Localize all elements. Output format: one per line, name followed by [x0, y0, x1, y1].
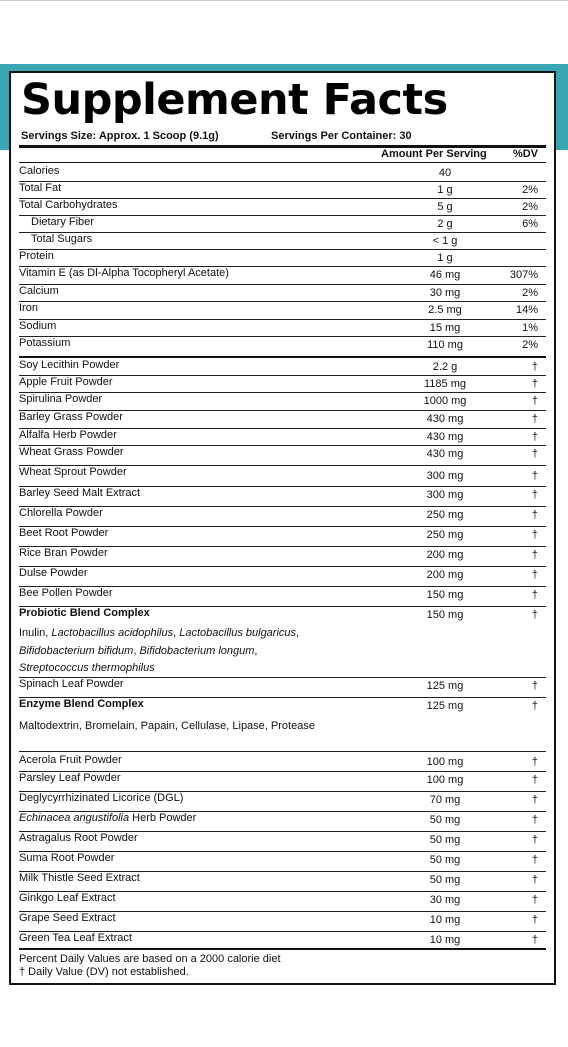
ingredient-row: [19, 677, 546, 698]
ingredient-row: [19, 486, 546, 507]
ingredient-row: [19, 428, 546, 446]
header-rule: [19, 162, 546, 163]
ingredient-name-suffix: Herb Powder: [129, 812, 197, 824]
nutrient-amount: 1 g: [437, 184, 453, 196]
ingredient-row: [19, 811, 546, 832]
nutrient-row-sodium: [19, 319, 546, 337]
ingredient-name: Astragalus Root Powder: [19, 832, 138, 844]
top-divider: [0, 0, 568, 1]
ingredient-name: Suma Root Powder: [19, 852, 115, 864]
ingredient-row: [19, 891, 546, 912]
ingredient-name: Wheat Sprout Powder: [19, 466, 127, 478]
ingredient-dv: †: [531, 589, 538, 601]
ingredient-amount: 70 mg: [429, 794, 461, 806]
ingredient-dv: †: [531, 489, 538, 501]
ingredient-name: Dulse Powder: [19, 567, 88, 579]
servings-per-container: Servings Per Container: 30: [271, 130, 412, 142]
ingredient-name: Deglycyrrhizinated Licorice (DGL): [19, 792, 184, 804]
ingredient-dv: †: [531, 774, 538, 786]
ingredient-amount: 50 mg: [429, 874, 461, 886]
ingredient-amount: 50 mg: [429, 834, 461, 846]
ingredient-row: [19, 546, 546, 567]
nutrient-amount: < 1 g: [432, 235, 458, 247]
ingredient-dv: †: [531, 814, 538, 826]
nutrient-name: Calcium: [19, 285, 59, 297]
supplement-facts-label: [9, 71, 556, 985]
probiotic-species: Lactobacillus acidophilus: [51, 627, 174, 639]
ingredient-amount: 430 mg: [426, 431, 464, 443]
nutrient-name: Dietary Fiber: [31, 216, 94, 228]
nutrient-amount: 40: [438, 167, 452, 179]
ingredient-dv: †: [531, 569, 538, 581]
nutrient-amount: 1 g: [437, 252, 453, 264]
ingredient-amount: 50 mg: [429, 814, 461, 826]
ingredient-amount: 300 mg: [426, 489, 464, 501]
ingredient-amount: 430 mg: [426, 413, 464, 425]
nutrient-amount: 15 mg: [429, 322, 461, 334]
ingredient-name: Acerola Fruit Powder: [19, 754, 122, 766]
ingredient-dv: †: [531, 794, 538, 806]
ingredient-dv: †: [531, 680, 538, 692]
ingredient-row: [19, 911, 546, 932]
nutrient-name: Total Fat: [19, 182, 62, 194]
ingredient-name: Spirulina Powder: [19, 393, 103, 405]
ingredient-row: [19, 771, 546, 792]
ingredient-row: [19, 392, 546, 411]
ingredient-row: [19, 586, 546, 607]
nutrient-dv: 1%: [522, 322, 538, 334]
ingredient-row: [19, 375, 546, 393]
ingredient-amount: 1185 mg: [424, 378, 466, 390]
ingredient-dv: †: [531, 914, 538, 926]
nutrient-dv: 2%: [522, 339, 538, 351]
label-title: Supplement Facts: [21, 75, 448, 125]
ingredient-dv: †: [531, 431, 538, 443]
ingredient-name: Milk Thistle Seed Extract: [19, 872, 140, 884]
ingredient-row: [19, 358, 546, 376]
ingredient-row: [19, 526, 546, 547]
nutrient-amount: 5 g: [437, 201, 453, 213]
ingredient-name: Enzyme Blend Complex: [19, 698, 144, 710]
nutrient-dv: 2%: [522, 184, 538, 196]
ingredient-amount: 100 mg: [426, 774, 464, 786]
nutrient-row-total-fat: [19, 181, 546, 199]
nutrient-amount: 110 mg: [427, 339, 463, 351]
nutrient-row-calcium: [19, 284, 546, 302]
ingredient-name: Wheat Grass Powder: [19, 446, 124, 458]
probiotic-text: ,: [296, 627, 300, 639]
ingredient-amount: 50 mg: [429, 854, 461, 866]
ingredient-name: Grape Seed Extract: [19, 912, 116, 924]
ingredient-dv: †: [531, 549, 538, 561]
ingredient-dv: †: [531, 378, 538, 390]
ingredient-name: Soy Lecithin Powder: [19, 359, 120, 371]
nutrient-name: Calories: [19, 165, 60, 177]
nutrient-name: Protein: [19, 250, 54, 262]
nutrient-name: Iron: [19, 302, 38, 314]
ingredient-row: [19, 931, 546, 948]
ingredient-dv: †: [531, 609, 538, 621]
ingredient-dv: †: [531, 448, 538, 460]
probiotic-line-3: [19, 660, 379, 678]
ingredient-row: [19, 751, 546, 772]
nutrient-amount: 46 mg: [429, 269, 461, 281]
ingredient-dv: †: [531, 529, 538, 541]
nutrient-amount: 30 mg: [429, 287, 461, 299]
ingredient-name: Green Tea Leaf Extract: [19, 932, 132, 944]
nutrient-row-iron: [19, 301, 546, 320]
probiotic-species: Lactobacillus bulgaricus: [179, 627, 297, 639]
nutrient-dv: 14%: [515, 304, 538, 316]
ingredient-name-italic: Echinacea angustifolia: [19, 812, 130, 824]
nutrient-amount: 2.5 mg: [428, 304, 462, 316]
footer-daily-value-note: Percent Daily Values are based on a 2000 calorie diet: [19, 953, 281, 965]
ingredient-dv: †: [531, 700, 538, 712]
ingredient-name: Alfalfa Herb Powder: [19, 429, 117, 441]
probiotic-blend-contents: [19, 625, 379, 678]
ingredient-row-enzyme-blend: [19, 697, 546, 752]
ingredient-dv: †: [531, 509, 538, 521]
ingredient-amount: 1000 mg: [423, 395, 467, 407]
ingredient-row: [19, 851, 546, 872]
ingredient-amount: 150 mg: [426, 609, 464, 621]
nutrient-row-total-carbohydrates: [19, 198, 546, 216]
ingredient-dv: †: [531, 874, 538, 886]
ingredient-name: Rice Bran Powder: [19, 547, 108, 559]
serving-size: Servings Size: Approx. 1 Scoop (9.1g): [21, 130, 219, 142]
ingredient-dv: †: [531, 756, 538, 768]
dv-column-header: %DV: [512, 148, 538, 160]
ingredient-row: [19, 445, 546, 466]
ingredient-name: Apple Fruit Powder: [19, 376, 113, 388]
ingredient-amount: 100 mg: [426, 756, 464, 768]
ingredient-dv: †: [531, 361, 538, 373]
ingredient-name: Bee Pollen Powder: [19, 587, 113, 599]
nutrient-name: Total Sugars: [31, 233, 93, 245]
nutrient-row-potassium: [19, 336, 546, 356]
probiotic-text: ,: [133, 644, 140, 657]
ingredient-amount: 430 mg: [426, 448, 464, 460]
ingredient-name: Parsley Leaf Powder: [19, 772, 121, 784]
ingredient-amount: 2.2 g: [432, 361, 458, 373]
probiotic-line-1: [19, 625, 379, 643]
ingredient-row: [19, 871, 546, 892]
probiotic-text: ,: [254, 644, 258, 657]
nutrient-row-vitamin-e: [19, 266, 546, 285]
ingredient-name: Chlorella Powder: [19, 507, 103, 519]
label-footer: [19, 948, 546, 979]
ingredient-name: Spinach Leaf Powder: [19, 678, 124, 690]
probiotic-text: ,: [173, 627, 180, 639]
nutrient-name: Total Carbohydrates: [19, 199, 118, 211]
ingredient-row: [19, 791, 546, 812]
nutrient-name: Potassium: [19, 337, 71, 349]
nutrient-row-protein: [19, 249, 546, 267]
amount-column-header: Amount Per Serving: [381, 148, 487, 160]
ingredient-amount: 250 mg: [426, 529, 464, 541]
ingredient-name: Barley Seed Malt Extract: [19, 487, 141, 499]
probiotic-species: Bifidobacterium longum: [139, 644, 255, 657]
ingredient-dv: †: [531, 413, 538, 425]
ingredient-row: [19, 566, 546, 587]
ingredient-row: [19, 831, 546, 852]
ingredient-row-probiotic-blend: [19, 606, 546, 678]
ingredient-name: Ginkgo Leaf Extract: [19, 892, 116, 904]
nutrient-dv: 2%: [522, 287, 538, 299]
nutrient-dv: 2%: [522, 201, 538, 213]
ingredient-row: [19, 410, 546, 429]
ingredient-name: [19, 812, 196, 824]
nutrient-dv: 307%: [509, 269, 538, 281]
ingredient-row: [19, 506, 546, 527]
ingredient-dv: †: [531, 894, 538, 906]
ingredient-amount: 10 mg: [429, 914, 461, 926]
ingredient-row: [19, 465, 546, 487]
nutrient-dv: 6%: [522, 218, 538, 230]
footer-dv-not-established: † Daily Value (DV) not established.: [19, 966, 189, 978]
ingredient-amount: 200 mg: [426, 549, 464, 561]
ingredient-name: Barley Grass Powder: [19, 411, 123, 423]
nutrient-row-calories: [19, 164, 546, 182]
ingredient-amount: 150 mg: [426, 589, 464, 601]
ingredient-dv: †: [531, 834, 538, 846]
enzyme-blend-contents: Maltodextrin, Bromelain, Papain, Cellulase, Lipase, Protease: [19, 720, 315, 732]
nutrient-row-total-sugars: [19, 232, 546, 250]
probiotic-species: Bifidobacterium bifidum: [19, 644, 134, 657]
ingredient-amount: 300 mg: [426, 470, 464, 482]
ingredient-name: Beet Root Powder: [19, 527, 109, 539]
probiotic-text: Inulin,: [19, 627, 52, 639]
probiotic-species: Streptococcus thermophilus: [19, 662, 155, 674]
ingredient-amount: 250 mg: [426, 509, 464, 521]
ingredient-amount: 125 mg: [426, 680, 464, 692]
probiotic-line-2: [19, 643, 379, 661]
ingredient-dv: †: [531, 854, 538, 866]
nutrient-row-dietary-fiber: [19, 215, 546, 233]
ingredient-amount: 125 mg: [426, 700, 464, 712]
ingredient-dv: †: [531, 470, 538, 482]
ingredient-amount: 10 mg: [429, 934, 461, 946]
ingredient-name: Probiotic Blend Complex: [19, 607, 150, 619]
ingredient-dv: †: [531, 934, 538, 946]
nutrient-amount: 2 g: [437, 218, 453, 230]
nutrient-name: Sodium: [19, 320, 57, 332]
ingredient-dv: †: [531, 395, 538, 407]
ingredient-amount: 30 mg: [429, 894, 461, 906]
ingredient-amount: 200 mg: [426, 569, 464, 581]
nutrient-name: Vitamin E (as Dl-Alpha Tocopheryl Acetate): [19, 267, 229, 279]
